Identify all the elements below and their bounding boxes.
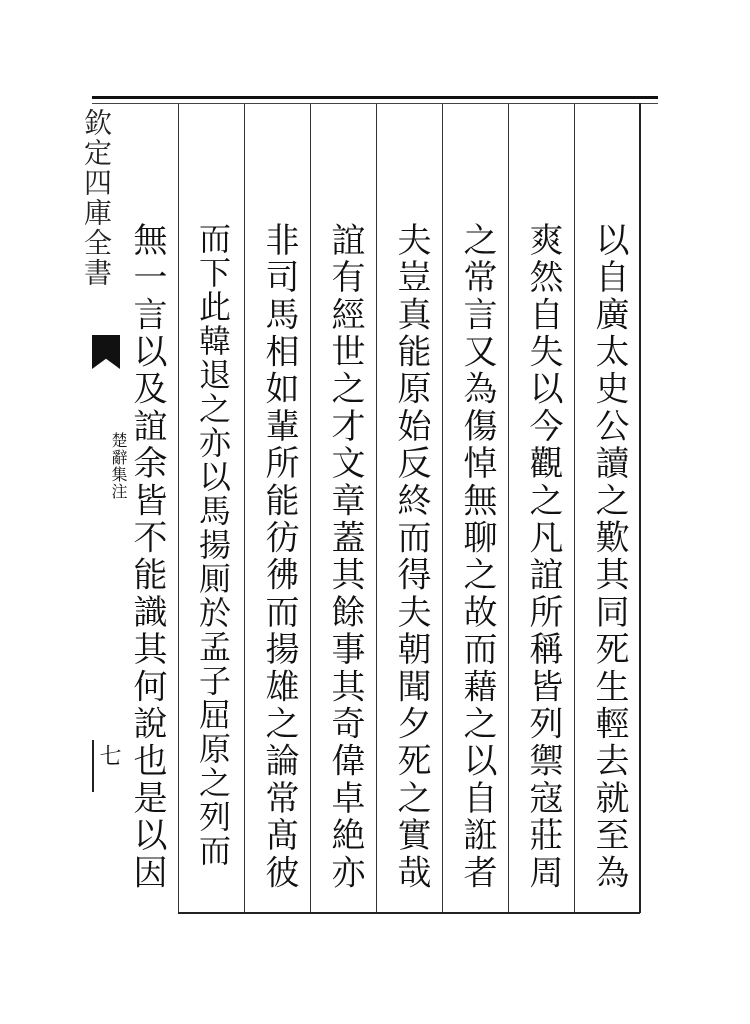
text-column-1: 以自廣太史公讀之歎其同死生輕去就至為 xyxy=(589,222,629,892)
text-column-8: 無一言以及誼余皆不能識其何說也是以因 xyxy=(127,222,167,892)
fish-tail-mark xyxy=(92,335,120,369)
margin-title: 欽定四庫全書 xyxy=(80,108,113,288)
column-rule xyxy=(376,104,377,912)
column-rule xyxy=(508,104,509,912)
text-column-7: 而下此韓退之亦以馬揚厠於孟子屈原之列而 xyxy=(194,222,232,868)
text-column-5: 誼有經世之才文章蓋其餘事其奇偉卓絶亦 xyxy=(325,222,365,892)
page-number: 七 xyxy=(96,744,121,766)
column-rule xyxy=(574,104,575,912)
column-rule xyxy=(178,104,179,912)
text-column-4: 夫豈真能原始反終而得夫朝聞夕死之實哉 xyxy=(391,222,431,892)
frame-right-border xyxy=(639,103,641,913)
margin-book-name: 楚辭集注 xyxy=(109,432,128,500)
text-column-2: 爽然自失以今觀之凡誼所稱皆列禦寇莊周 xyxy=(523,222,563,892)
column-rule xyxy=(310,104,311,912)
text-column-3: 之常言又為傷悼無聊之故而藉之以自誑者 xyxy=(457,222,497,892)
frame-top-border xyxy=(92,96,658,99)
column-rule xyxy=(442,104,443,912)
frame-bottom-border xyxy=(178,912,640,914)
text-column-6: 非司馬相如輩所能彷彿而揚雄之論常髙彼 xyxy=(259,222,299,892)
column-rule xyxy=(244,104,245,912)
